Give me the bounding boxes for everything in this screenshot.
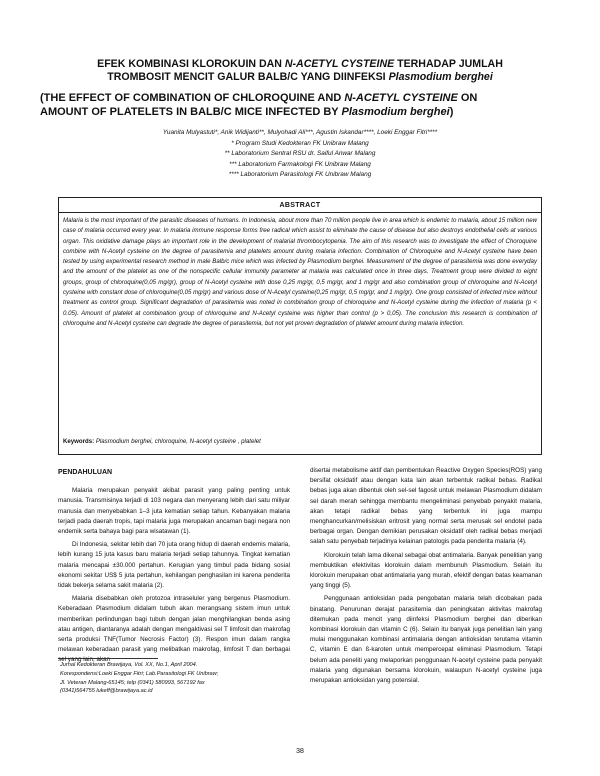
- page-number: 38: [296, 748, 304, 755]
- paragraph: disertai metabolisme aktif dan pembentukan Reactive Oxygen Species(ROS) yang bersifat oksidatif atau dengan kata lain akan terbentuk radikal bebas. Radikal bebas juga akan dibentuk oleh sel-sel fagosit untuk melawan Plasmodium didalam sel darah merah sehingga membantu mengeliminasi penyebab penyakit malaria, akan tetapi radikal bebas yang terbentuk ini juga mampu menghancurkan/melisiskan eritrosit yang normal serta merusak sel endotel pada berbagai organ. Dengan demikian perusakan oksidatif oleh radikal bebas menjadi salah satu penyebab terjadinya kelainan patologis pada penderita malaria (4).: [310, 467, 542, 546]
- section-heading: PENDAHULUAN: [58, 469, 113, 476]
- footnote-divider: [58, 658, 158, 659]
- keywords-list: Plasmodium berghei, chloroquine, N-acetyl cysteine , platelet: [94, 438, 261, 445]
- paragraph: Di Indonesia, sekitar lebih dari 70 juta orang hidup di daerah endemis malaria, lebih kurang 15 juta kasus baru malaria terjadi setiap tahunnya. Tingkat kematian malaria mencapai ±30.000 pertahun. Kerugian yang timbul pada bidang sosial ekonomi sekitar US$ 5 juta pertahun, kehilangan penghasilan ini karena penderita tidak bekerja selama sakit malaria (2).: [58, 541, 290, 590]
- affiliation-3: *** Laboratorium Farmakologi FK Unibraw Malang: [229, 160, 371, 168]
- footnote-journal: Jurnal Kedokteran Brawijaya, Vol. XX, No.1, April 2004.: [60, 662, 198, 668]
- title-id-line-1: EFEK KOMBINASI KLOROKUIN DAN N-ACETYL CYSTEINE TERHADAP JUMLAH: [97, 58, 503, 70]
- keywords-label: Keywords:: [63, 438, 95, 445]
- author-block: [60, 128, 540, 181]
- abstract-divider: [59, 212, 541, 213]
- footnote-address: Jl. Veteran Malang-65145; telp (0341) 580993, 567192 fax: [60, 679, 205, 686]
- paragraph: Malaria disebabkan oleh protozoa intraseluler yang bergenus Plasmodium. Keberadaan Plasmodium didalam tubuh akan merangsang sistem imun untuk memberikan perlindungan bagi tubuh dengan jalan menghilangkan benda asing atau antigen, diantaranya adalah dengan mengaktivasi sel T limfosit dan makrofag serta produksi TNF(Tumor Necrosis Factor) (3). Respon imun dalam rangka melawan keberadaan parasit yang melibatkan makrofag, limfosit T dan berbagai sel yang lain, akan: [58, 595, 290, 664]
- affiliation-2: ** Laboratorium Sentral RSU dr. Saiful Anwar Malang: [224, 150, 376, 157]
- affiliation-4: **** Laboratorium Parasitologi FK Unibraw Malang: [228, 171, 372, 178]
- title-english: [40, 91, 560, 119]
- affiliation-1: * Program Studi Kedokteran FK Unibraw Malang: [231, 139, 369, 147]
- footnote: [60, 661, 288, 696]
- left-column: [58, 468, 290, 666]
- author-names: Yuanita Mulyastuti*, Anik Widijanti**, Mulyohadi Ali***, Agustin Iskandar****, Loeki Enggar Fitri****: [162, 129, 438, 136]
- title-en-line-1: (THE EFFECT OF COMBINATION OF CHLOROQUINE AND N-ACETYL CYSTEINE ON: [40, 92, 478, 104]
- paragraph: Penggunaan antioksidan pada pengobatan malaria telah dicobakan pada binatang. Penurunan derajat parasitemia dan peningkatan aktivitas makrofag ditemukan pada mencit yang diinfeksi Plasmodium berghei dan diberikan kombinasi klorokuin dan vitamin C (6). Selain itu banyak juga penelitian lain yang mulai menggunakan kombinasi antimalaria dengan antioksidan terutama vitamin C, vitamin E dan ß-karoten untuk mempercepat eliminasi Plasmodium. Tetapi belum ada peneliti yang melaporkan penggunaan N-acetyl cysteine pada penyakit malaria yang digunakan bersama klorokuin, walaupun N-acetyl cysteine juga merupakan antioksidan yang potensial.: [310, 595, 542, 685]
- title-indonesian: [40, 58, 560, 84]
- abstract-box: [58, 197, 542, 455]
- title-id-line-2: TROMBOSIT MENCIT GALUR BALB/C YANG DIINFEKSI Plasmodium berghei: [107, 71, 493, 83]
- abstract-text: Malaria is the most important of the parasitic diseases of humans. In Indonesia, about more than 70 million people live in area which is endemic to malaria, about 15 million new case of malaria occurred every year. In malaria immune response forms free radical which assist to eliminate the cause of disease but also destroys endothelial cells at various organ. This oxidative damage plays an important role in the development of malarial thrombocytopenia. The aim of this research was to investigate the effect of Choroquine combine with N-Acetyl cysteine on the degree of parasitemia and platelets amount during malaria infection. Combination of Chloroquine and N-Acetyl cysteine have been tested by using experimental research method in male Balb/c mice which was infected by Plasmodium berghei. Measurement of the degree of parasitemia was done everyday and the amount of the platelet as one of the nonspecific cellular immunity parameter at malaria was calculated once in three days. Treatment group were divided to eight groups, group of chloroquine(0,05 mg/gr), group of N-Acetyl cysteine with dose 0,25 mg/gr, 0,5 mg/gr, and 1 mg/gr and also combination group of chloroquine and N-Acetyl cysteine with constant dose of chloroquine(0,05 mg/gr) and various dose of N-Acetyl cysteine(0,25 mg/gr, 0,5 mg/gr, and 1 mg/gr). One group consisted of infected mice without treatment as control group. Significant degradation of parasitemia was noted in combination group of chloroquine and N-Acetyl cysteine during the infection of malaria (p < 0.05). Amount of platelet at combination group of chloroquine and N-Acetyl cysteine was higher than control (p > 0,05). The conclusion this research is combination of chloroquine and N-Acetyl cysteine can degrade the degree of parasitemia, but not yet proven degradation of platelet amount during malaria infection.: [63, 217, 537, 327]
- footnote-contact: (0341)564755 lukeff@brawijaya.ac.id: [60, 688, 153, 695]
- paragraph: Klorokuin telah lama dikenal sebagai obat antimalaria. Banyak penelitian yang membuktikan efektivitas klorokuin dalam membunuh Plasmodium. Selain itu klorokuin merupakan obat antimalaria yang murah, efektif dengan batas keamanan yang tinggi (5).: [310, 551, 542, 590]
- right-column: [310, 466, 542, 686]
- abstract-heading: ABSTRACT: [279, 202, 321, 209]
- paragraph: Malaria merupakan penyakit akibat parasit yang paling penting untuk manusia. Transmisinya terjadi di 103 negara dan menyerang lebih dari satu miliyar manusia dan menyebabkan 1–3 juta kematian setiap tahun. Kebanyakan malaria terjadi pada daerah tropis, tapi malaria juga merupakan ancaman bagi negara non endemik serta bahaya bagi para wisatawan (1).: [58, 487, 290, 536]
- footnote-correspondence: Korespondensi:Loeki Enggar Fitri; Lab.Parasitologi FK Unibraw;: [60, 670, 219, 677]
- title-en-line-2: AMOUNT OF PLATELETS IN BALB/C MICE INFECTED BY Plasmodium berghei): [40, 106, 454, 118]
- keywords: [63, 438, 537, 445]
